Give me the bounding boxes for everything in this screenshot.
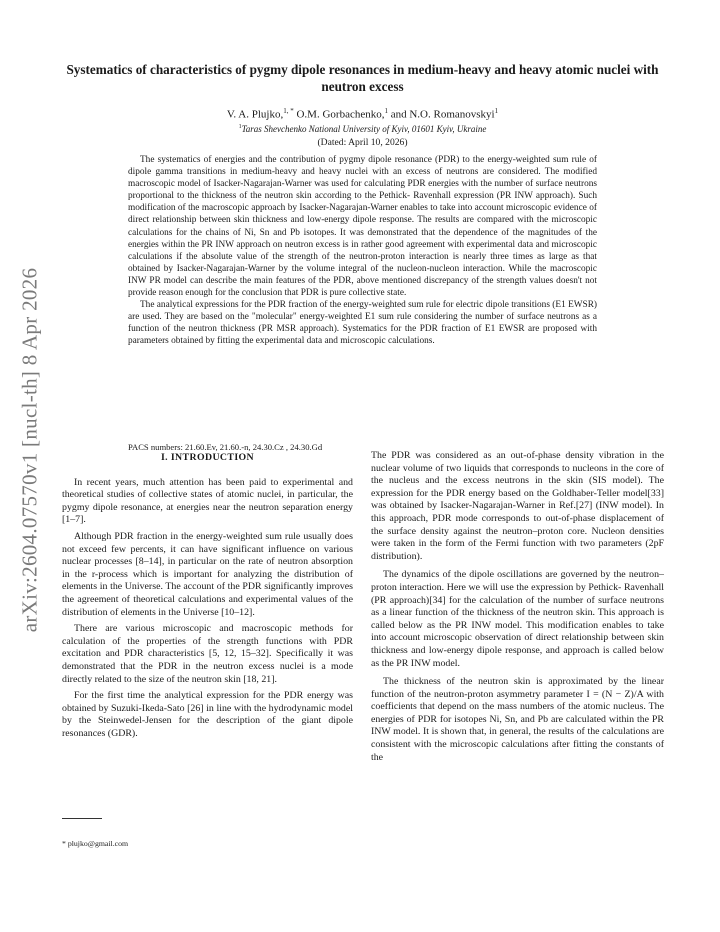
arxiv-identifier: arXiv:2604.07570v1 [nucl-th] 8 Apr 2026	[17, 267, 42, 633]
affiliation-text: Taras Shevchenko National University of Kyiv, 01601 Kyiv, Ukraine	[241, 124, 487, 134]
affiliation	[60, 124, 665, 134]
body-paragraph: For the first time the analytical expression for the PDR energy was obtained by Suzuki-Ikeda-Sato [26] in line with the hydrodynamic model by the Steinwedel-Jensen for the description of the giant dipole resonances (GDR).	[62, 690, 353, 739]
author-list	[60, 107, 665, 121]
abstract-paragraph: The systematics of energies and the contribution of pygmy dipole resonance (PDR) to the energy-weighted sum rule of dipole gamma transitions in medium-heavy and heavy nuclei with an excess of neutrons are considered. The modified macroscopic model of Isacker-Nagarajan-Warner was used for calculating PDR energies with the number of surface neutrons proportional to the thickness of the neutron skin according to the Pethick- Ravenhall expression (PR INW approach). Such modification of the macroscopic approach by Isacker-Nagarajan-Warner enables to take into account microscopic evidence of direct relationship between skin thickness and low-energy dipole response. The results are compared with the microscopic calculations for the chains of Ni, Sn and Pb isotopes. It was demonstrated that the dependence of the magnitudes of the energies within the PR INW approach on neutron excess is in rather good agreement with experimental data and microscopic calculations if the absolute value of the strength of the neutron-proton interaction is nearly three times as large as that obtained by Isacker-Nagarajan-Warner by the volume integral of the nucleon-nucleon interaction. While the macroscopic INW PR model can describe the main features of the PDR, above mentioned discrepancy of the strength values doesn't not provide reason enough for the conclusion that PDR is pure collective state.	[128, 155, 597, 299]
body-paragraph: The dynamics of the dipole oscillations are governed by the neutron–proton interaction. Here we will use the expression by Pethick- Ravenhall (PR approach)[34] for the calculation of the number of surface neutrons as a linear function of the thickness of the neutron skin. This approach is called below as the PR INW model. This modification enables to take into account microscopic observation of direct relationship between skin thickness and low-energy dipole response, and approach is called below as the PR INW model.	[371, 569, 664, 669]
author-3: and N.O. Romanovskyi	[387, 108, 495, 121]
right-column	[371, 450, 664, 770]
pacs-numbers: PACS numbers: 21.60.Ev, 21.60.-n, 24.30.Cz , 24.30.Gd	[128, 442, 323, 452]
body-paragraph: There are various microscopic and macroscopic methods for calculation of the properties of the strength functions with PDR excitation and PDR characteristics [5, 12, 15–32]. Specifically it was demonstrated that the PDR in the neutron excess nuclei is a mode directly related to the size of the neutron skin [18, 21].	[62, 623, 353, 685]
author-2: O.M. Gorbachenko,	[293, 108, 385, 121]
section-heading: I. INTRODUCTION	[160, 452, 255, 463]
body-paragraph: Although PDR fraction in the energy-weighted sum rule usually does not exceed few percents, it can have significant influence on various nuclear processes [8–14], in particular on the rate of neutron absorption in the r-process which is important for analyzing the distribution of elements in the Universe. The account of the PDR significantly improves the agreement of theoretical calculations and experimental values of the distribution of elements in the Universe [10–12].	[62, 530, 353, 618]
arxiv-side-stamp	[10, 250, 50, 650]
author-1-affil: 1, *	[283, 107, 294, 115]
author-1: V. A. Plujko,	[226, 108, 284, 121]
author-3-affil: 1	[494, 107, 499, 115]
body-paragraph: The PDR was considered as an out-of-phase density vibration in the nuclear volume of two liquids that corresponds to nucleons in the core of the nucleus and the excess neutrons in the skin (SIS model). The expression for the PDR energy based on the Goldhaber-Teller model[33] was obtained by Isacker-Nagarajan-Warner in Ref.[27] (INW model). In this approach, PDR mode corresponds to out-of-phase displacement of the surface density against the neutron–proton core. Nucleon densities were taken in the form of the Fermi function with two parameters (2pF distribution).	[371, 450, 664, 562]
body-paragraph: The thickness of the neutron skin is approximated by the linear function of the neutron-proton asymmetry parameter I = (N − Z)/A with coefficients that depend on the mass numbers of the atomic nucleus. The energies of PDR for isotopes Ni, Sn, and Pb are calculated within the PR INW model. It is shown that, in general, the results of the calculations are consistent with the microscopic calculations after fitting the constants of the	[371, 676, 664, 763]
affiliation-marker: 1	[238, 124, 242, 130]
abstract-paragraph: The analytical expressions for the PDR fraction of the energy-weighted sum rule for electric dipole transitions (E1 EWSR) are used. They are based on the "molecular" energy-weighted E1 sum rule considering the number of surface neutrons as a function of the neutron thickness (PR MSR approach). Systematics for the PDR fraction of E1 EWSR are proposed with parameters obtained by fitting the experimental data and microscopic calculations.	[128, 300, 597, 347]
footnote-email: * plujko@gmail.com	[62, 839, 129, 848]
abstract	[128, 154, 597, 348]
left-column	[62, 450, 353, 744]
footnote-rule	[62, 818, 102, 819]
author-2-affil: 1	[384, 107, 388, 115]
date-line: (Dated: April 10, 2026)	[317, 137, 408, 148]
paper-title: Systematics of characteristics of pygmy dipole resonances in medium-heavy and heavy atomic nuclei with neutron excess	[66, 62, 659, 94]
body-paragraph: In recent years, much attention has been paid to experimental and theoretical studies of collective states of atomic nuclei, in particular, the pygmy dipole resonance, at energies near the neutron separation energy [1–7].	[62, 476, 353, 526]
